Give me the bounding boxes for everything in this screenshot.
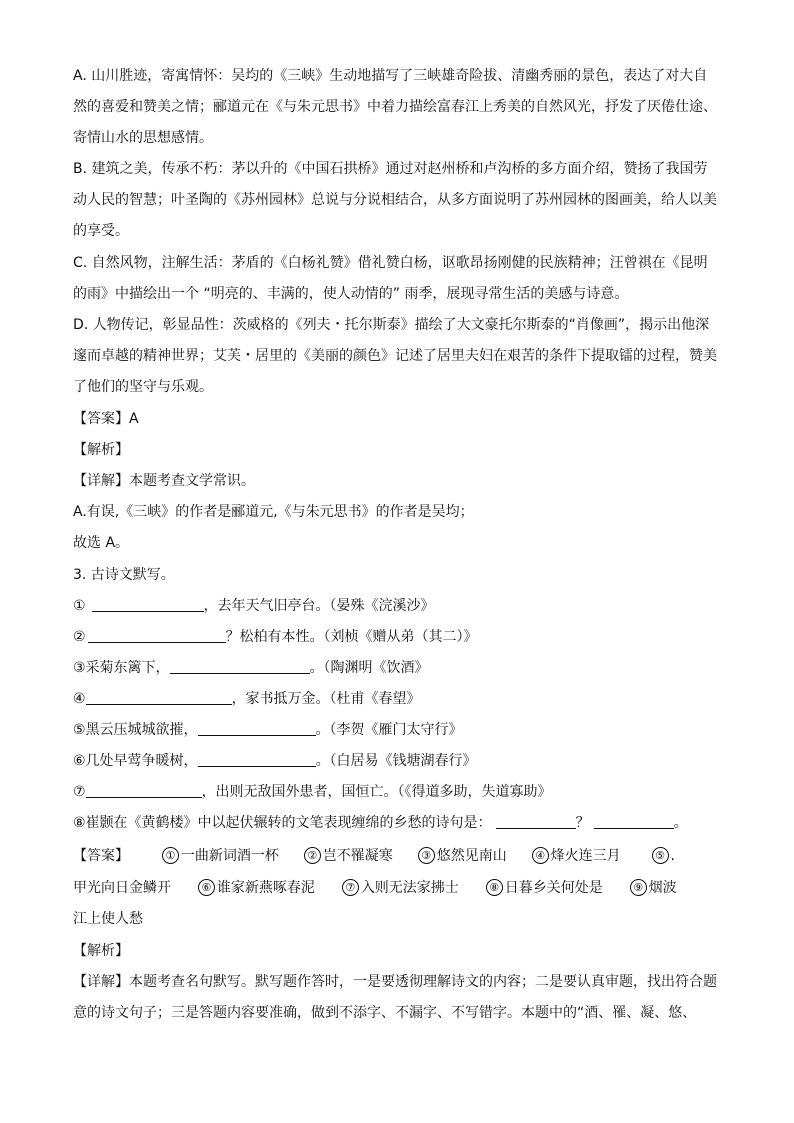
answer-value: A: [129, 411, 139, 427]
q3-item-6: ⑥几处早莺争暖树， 。（白居易《钱塘湖春行》: [73, 753, 477, 769]
q3-analysis-line2: 意的诗文句子；三是答题内容要准确，做到不添字、不漏字、不写错字。本题中的“酒、罹、凝、悠、: [73, 1005, 697, 1021]
answer-3: 悠然见南山: [436, 848, 507, 864]
answer-4: 烽火连三月: [550, 848, 621, 864]
answer-number: ⑥: [198, 879, 215, 896]
option-d-line1: D. 人物传记，彰显品性：茨威格的《列夫・托尔斯泰》描绘了大文豪托尔斯泰的“肖像画”，揭示出他深: [73, 317, 710, 333]
option-d-line2: 邃而卓越的精神世界；艾芙・居里的《美丽的颜色》记述了居里夫妇在艰苦的条件下提取镭的过程，赞美: [73, 348, 717, 364]
answer-blank: [88, 628, 226, 643]
q2-answer-line: [73, 409, 723, 429]
answer-number: ⑨: [630, 879, 647, 896]
option-b-line2: 动人民的智慧；叶圣陶的《苏州园林》总说与分说相结合，从多方面说明了苏州园林的图画美，给人以美: [73, 192, 717, 208]
q3-item-2: ② ？松柏有本性。（刘桢《赠从弟（其二）》: [73, 629, 478, 645]
q3-item-7: ⑦ ，出则无敌国外患者，国恒亡。（《得道多助，失道寡助》: [73, 784, 552, 800]
answer-blank: [198, 752, 316, 767]
answer-number: ⑦: [342, 879, 359, 896]
q3-item-1: ① ，去年天气旧亭台。（晏殊《浣溪沙》: [73, 598, 435, 614]
option-b-line1: B. 建筑之美，传承不朽：茅以升的《中国石拱桥》通过对赵州桥和卢沟桥的多方面介绍，赞扬了我国劳: [73, 161, 708, 177]
q3-title: 3. 古诗文默写。: [73, 567, 175, 583]
option-c-line1: C. 自然风物，注解生活：茅盾的《白杨礼赞》借礼赞白杨，讴歌昂扬刚健的民族精神；汪曾祺在《昆明: [73, 255, 708, 271]
q3-answer-line2: [73, 878, 723, 898]
answer-6: 谁家新燕啄春泥: [216, 880, 315, 896]
answer-number: ③: [418, 847, 435, 864]
answer-number: ⑤: [652, 847, 669, 864]
answer-blank: [496, 814, 576, 829]
q3-analysis-label: 【解析】: [73, 943, 129, 959]
q2-explain: A.有误,《三峡》的作者是郦道元,《与朱元思书》的作者是吴均；: [73, 504, 474, 520]
q2-choose: 故选 A。: [73, 535, 130, 551]
q3-item-3: ③采菊东篱下， 。（陶渊明《饮酒》: [73, 660, 429, 676]
answer-number: ⑧: [486, 879, 503, 896]
answer-blank: [92, 597, 204, 612]
answer-blank: [170, 659, 310, 674]
answer-9-part2: 江上使人愁: [73, 911, 143, 927]
answer-5: 甲光向日金鳞开: [73, 880, 171, 896]
q3-item-4: ④ ，家书抵万金。（杜甫《春望》: [73, 691, 421, 707]
answer-blank: [86, 690, 232, 705]
answer-2: 岂不罹凝寒: [322, 848, 393, 864]
answer-8: 日暮乡关何处是: [504, 880, 603, 896]
option-b-line3: 的享受。: [73, 223, 129, 239]
answer-number: ①: [162, 847, 179, 864]
q2-detail: 【详解】本题考查文学常识。: [73, 473, 255, 489]
answer-label: 【答案】: [73, 411, 129, 427]
answer-blank: [198, 721, 316, 736]
answer-9-part1: 烟波: [648, 880, 677, 896]
answer-label: 【答案】: [73, 848, 129, 864]
option-a-line1: A. 山川胜迹，寄寓情怀：吴均的《三峡》生动地描写了三峡雄奇险拔、清幽秀丽的景色，表达了对大自: [73, 68, 708, 84]
q3-answer-line1: 【答案】 ① 一曲新词酒一杯 ② 岂不罹凝寒 ③ 悠然见南山 ④ 烽火连三月 ⑤ .: [73, 848, 675, 864]
q2-analysis-label: 【解析】: [73, 442, 129, 458]
option-a-line2: 然的喜爱和赞美之情；郦道元在《与朱元思书》中着力描绘富春江上秀美的自然风光，抒发了厌倦仕途、: [73, 99, 717, 115]
answer-7: 入则无法家拂士: [360, 880, 459, 896]
answer-1: 一曲新词酒一杯: [180, 848, 279, 864]
q3-analysis-line1: 【详解】本题考查名句默写。默写题作答时，一是要透彻理解诗文的内容；二是要认真审题，找出符合题: [73, 974, 717, 990]
option-c-line2: 的雨》中描绘出一个 “明亮的、丰满的，使人动情的” 雨季，展现寻常生活的美感与诗意。: [73, 286, 629, 302]
answer-number: ④: [532, 847, 549, 864]
option-d-line3: 了他们的坚守与乐观。: [73, 379, 213, 395]
answer-blank: [594, 814, 674, 829]
answer-blank: [86, 783, 202, 798]
q3-item-5: ⑤黑云压城城欲摧， 。（李贺《雁门太守行》: [73, 722, 463, 738]
answer-number: ②: [304, 847, 321, 864]
option-a-line3: 寄情山水的思想感情。: [73, 130, 213, 146]
q3-item-8: ⑧崔颢在《黄鹤楼》中以起伏辗转的文笔表现缠绵的乡愁的诗句是： ？ 。: [73, 815, 688, 831]
